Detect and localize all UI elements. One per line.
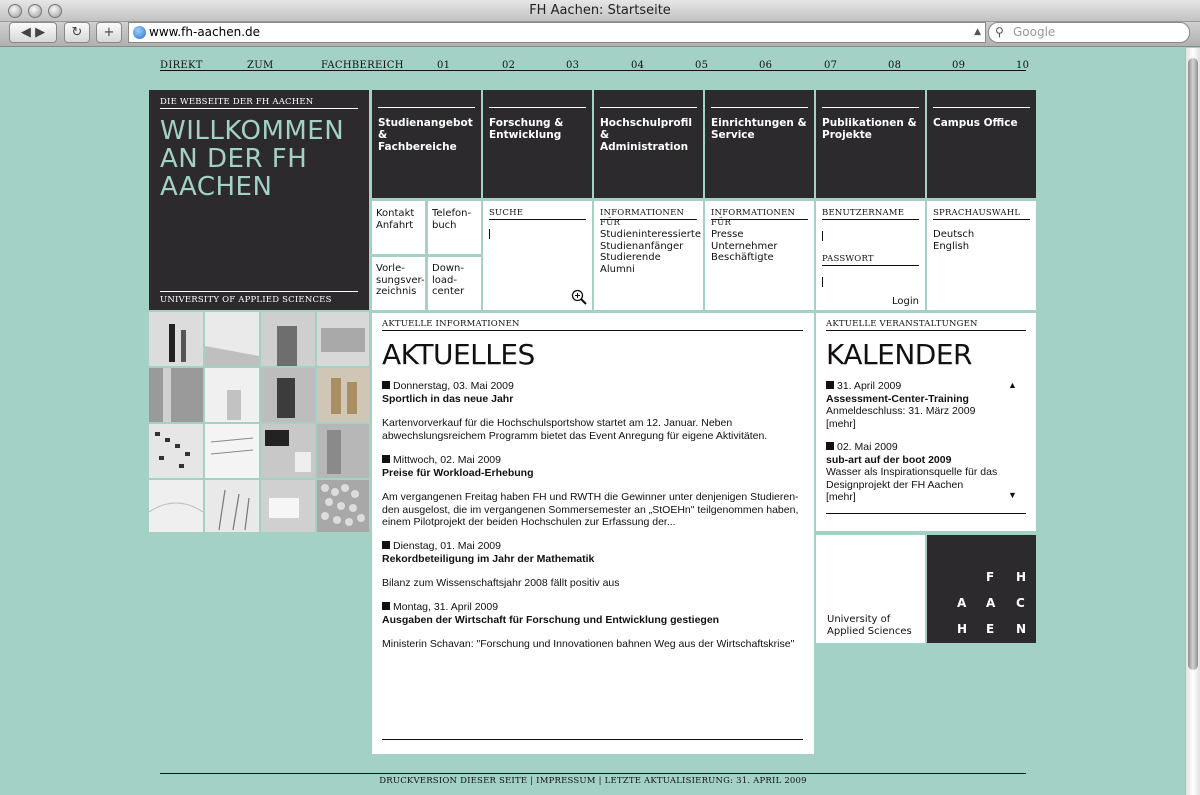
nav-fb-05[interactable]: 05 [695,60,709,71]
audience-box-students: INFORMATIONEN FÜR Studieninteressierte Studienanfänger Studierende Alumni [594,201,703,310]
url-text: www.fh-aachen.de [149,25,261,39]
search-box [483,201,592,310]
search-placeholder: Google [1013,25,1056,39]
login-button[interactable]: Login [892,296,919,307]
news-item: Donnerstag, 03. Mai 2009 Sportlich in das neue Jahr Kartenvorverkauf für die Hochschulsportshow startet am 12. Januar. Neben abwechslungsreichem Programm bietet das Event Anregung für eigene Aktivitäten. [382,380,807,442]
scrollbar-thumb[interactable] [1188,58,1198,670]
news-item: Dienstag, 01. Mai 2009 Rekordbeteiligung im Jahr der Mathematik Bilanz zum Wissenschaftsjahr 2008 fällt positiv aus [382,540,807,590]
brand-block [149,90,369,310]
audience-link-studierende[interactable]: Studierende [600,252,661,263]
forward-arrow-icon[interactable]: ▶ [35,25,46,40]
quick-link-downloadcenter[interactable]: Down- load- center [428,257,481,310]
password-caption: PASSWORT [822,254,874,264]
brand-tagline: UNIVERSITY OF APPLIED SCIENCES [160,295,332,305]
nav-fb-02[interactable]: 02 [502,60,516,71]
uas-tile: University of Applied Sciences [816,535,925,643]
nav-fb-01[interactable]: 01 [437,60,451,71]
bullet-square-icon [382,455,390,463]
magnifier-icon: ⚲ [995,25,1004,39]
nav-direkt: DIREKT [160,60,203,71]
footer-impressum-link[interactable]: IMPRESSUM [536,776,596,786]
login-box [816,201,925,310]
quick-link-telefonbuch[interactable]: Telefon- buch [428,201,481,254]
calendar-item: 31. April 2009 Assessment-Center-Training Anmeldeschluss: 31. März 2009 [mehr] [826,380,1016,430]
search-caption: SUCHE [489,208,524,218]
brand-rule [160,108,358,109]
nav-fb-06[interactable]: 06 [759,60,773,71]
welcome-heading: WILLKOMMEN AN DER FH AACHEN [160,116,345,202]
nav-tile-hochschulprofil[interactable]: Hochschulprofil & Administration [594,90,703,198]
calendar-caption: AKTUELLE VERANSTALTUNGEN [826,319,978,329]
browser-toolbar [0,22,1200,47]
nav-fb-09[interactable]: 09 [952,60,966,71]
nav-tile-campus-office[interactable]: Campus Office [927,90,1036,198]
bullet-square-icon [382,381,390,389]
username-caption: BENUTZERNAME [822,208,905,218]
bullet-square-icon [826,442,834,450]
browser-search-field[interactable] [988,22,1190,43]
add-bookmark-button[interactable] [96,22,122,43]
bullet-square-icon [382,541,390,549]
nav-fb-08[interactable]: 08 [888,60,902,71]
brand-kicker: DIE WEBSEITE DER FH AACHEN [160,97,314,107]
calendar-item: 02. Mai 2009 sub-art auf der boot 2009 Wasser als Inspirationsquelle für das Designprojekt der FH Aachen [mehr] [826,441,1021,504]
nav-tile-studienangebot[interactable]: Studienangebot & Fachbereiche [372,90,481,198]
nav-fb-03[interactable]: 03 [566,60,580,71]
zoom-window-button[interactable] [48,4,62,18]
footer-print-link[interactable]: DRUCKVERSION DIESER SEITE [379,776,528,786]
more-link[interactable]: [mehr] [826,491,856,503]
language-box: SPRACHAUSWAHL Deutsch English [927,201,1036,310]
news-panel [372,313,814,754]
footer-rule [160,773,1026,774]
scroll-down-icon[interactable]: ▼ [1008,490,1017,500]
language-deutsch[interactable]: Deutsch [933,229,975,240]
window-title: FH Aachen: Startseite [529,3,671,18]
audience-link-alumni[interactable]: Alumni [600,263,635,275]
language-english[interactable]: English [933,240,970,252]
quick-link-kontakt[interactable]: Kontakt Anfahrt [372,201,425,254]
nav-fb-10[interactable]: 10 [1016,60,1030,71]
audience-link-studieninteressierte[interactable]: Studieninteressierte [600,229,701,240]
news-bottom-rule [382,739,803,740]
scroll-up-icon[interactable]: ▲ [1008,380,1017,390]
minimize-window-button[interactable] [28,4,42,18]
url-dropdown-icon[interactable]: ▲ [974,27,981,37]
url-field[interactable] [128,22,986,43]
photo-mosaic-image [149,312,369,532]
brand-rule-bottom [160,291,358,292]
window-titlebar [0,0,1200,22]
news-caption: AKTUELLE INFORMATIONEN [382,319,520,329]
calendar-heading: KALENDER [826,338,972,371]
password-input[interactable] [822,269,919,291]
bullet-square-icon [382,602,390,610]
news-title-link[interactable]: Rekordbeteiligung im Jahr der Mathematik [382,552,595,565]
reload-icon: ↻ [71,25,83,40]
audience-link-presse[interactable]: Presse [711,229,744,240]
audience-link-unternehmer[interactable]: Unternehmer [711,240,778,252]
news-heading: AKTUELLES [382,338,535,371]
nav-fachbereich: FACHBEREICH [321,60,404,71]
fh-aachen-logo: F H A A C H E N [927,535,1036,643]
audience-box-external: INFORMATIONEN FÜR Presse Unternehmer Beschäftigte [705,201,814,310]
news-item: Montag, 31. April 2009 Ausgaben der Wirtschaft für Forschung und Entwicklung gestiegen Ministerin Schavan: "Forschung und Innovationen bahnen Weg aus der Wirtschaftskrise" [382,601,807,651]
quick-link-vorlesungsverzeichnis[interactable]: Vorle- sungsver- zeichnis [372,257,425,310]
nav-tile-publikationen[interactable]: Publikationen & Projekte [816,90,925,198]
username-input[interactable] [822,223,919,245]
plus-icon: + [103,25,115,40]
nav-tile-forschung[interactable]: Forschung & Entwicklung [483,90,592,198]
zoom-search-icon[interactable] [571,289,587,305]
news-title-link[interactable]: Ausgaben der Wirtschaft für Forschung und Entwicklung gestiegen [382,613,720,626]
back-arrow-icon[interactable]: ◀ [20,25,31,40]
news-title-link[interactable]: Preise für Workload-Erhebung [382,466,534,479]
audience-link-studienanfaenger[interactable]: Studienanfänger [600,240,684,252]
faculty-nav [160,60,1030,74]
photo-mosaic [149,312,369,532]
footer: DRUCKVERSION DIESER SEITE | IMPRESSUM | LETZTE AKTUALISIERUNG: 31. APRIL 2009 [379,776,807,786]
calendar-panel [816,313,1036,531]
nav-fb-07[interactable]: 07 [824,60,838,71]
globe-icon [133,26,146,39]
nav-tile-einrichtungen[interactable]: Einrichtungen & Service [705,90,814,198]
search-input[interactable] [489,223,586,283]
audience-link-beschaeftigte[interactable]: Beschäftigte [711,252,774,263]
nav-underline [160,70,1026,71]
back-forward-buttons[interactable] [9,22,57,43]
bullet-square-icon [826,381,834,389]
nav-zum: ZUM [247,60,274,71]
reload-button[interactable] [64,22,90,43]
footer-last-updated: LETZTE AKTUALISIERUNG: 31. APRIL 2009 [604,776,807,786]
more-link[interactable]: [mehr] [826,417,856,430]
nav-fb-04[interactable]: 04 [631,60,645,71]
news-item: Mittwoch, 02. Mai 2009 Preise für Workload-Erhebung Am vergangenen Freitag haben FH und RWTH die Gewinner unter denjenigen Studieren- den ausgelost, die im vergangenen Sommersemester an „StOEHn" teilgenommen haben, einem Pilotprojekt der beiden Hochschulen zur Erfassung der... [382,454,807,529]
news-title-link[interactable]: Sportlich in das neue Jahr [382,392,514,405]
close-window-button[interactable] [8,4,22,18]
